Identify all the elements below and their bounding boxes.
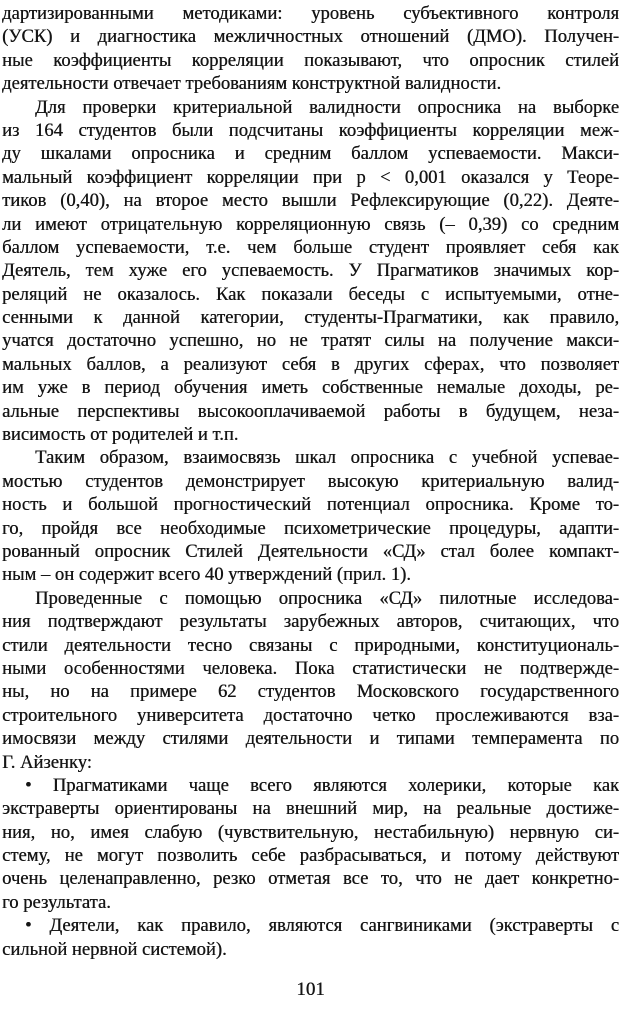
text-line: висимость от родителей и т.п.: [2, 424, 239, 446]
page-number: 101: [296, 979, 325, 1001]
text-line: баллом успеваемости, т.е. чем больше студент проявляет себя как: [2, 236, 619, 258]
text-line: реляций не оказалось. Как показали беседы с испытуемыми, отне-: [2, 283, 619, 305]
text-line: ные коэффициенты корреляции показывают, что опросник стилей: [2, 49, 619, 71]
page-text: [2, 2, 619, 961]
text-line: учатся достаточно успешно, но не тратят силы на получение макси-: [2, 330, 619, 352]
text-line: (УСК) и диагностика межличностных отношений (ДМО). Получен-: [2, 26, 619, 48]
text-line: мостью студентов демонстрирует высокую критериальную валид-: [2, 470, 619, 492]
text-line: мальный коэффициент корреляции при р < 0,001 оказался у Теоре-: [2, 166, 619, 188]
text-line: очень целенаправленно, резко отметая все то, что не дает конкретно-: [2, 868, 619, 890]
text-line: го, пройдя все необходимые психометрические процедуры, адапти-: [2, 517, 619, 539]
text-line: строительного университета достаточно четко прослеживаются вза-: [2, 704, 619, 726]
text-line: Проведенные с помощью опросника «СД» пилотные исследова-: [35, 587, 619, 609]
text-line: имосвязи между стилями деятельности и типами темперамента по: [2, 728, 619, 750]
text-line: дартизированными методиками: уровень субъективного контроля: [2, 3, 619, 24]
text-line: го результата.: [2, 891, 111, 913]
text-line: ду шкалами опросника и средним баллом успеваемости. Макси-: [2, 143, 619, 165]
text-line: стили деятельности тесно связаны с природными, конституциональ-: [2, 634, 619, 656]
text-line: экстраверты ориентированы на внешний мир, на реальные достиже-: [2, 798, 619, 820]
text-line: Деятель, тем хуже его успеваемость. У Прагматиков значимых кор-: [2, 260, 619, 282]
text-line: деятельности отвечает требованиям конструктной валидности.: [2, 73, 502, 95]
text-line: из 164 студентов были подсчитаны коэффициенты корреляции меж-: [2, 119, 619, 141]
text-line: стему, не могут позволить себе разбрасываться, и потому действуют: [2, 845, 619, 867]
text-line: им уже в период обучения иметь собственные немалые доходы, ре-: [2, 377, 619, 399]
text-line: рованный опросник Стилей Деятельности «СД» стал более компакт-: [2, 540, 619, 562]
text-line: ны, но на примере 62 студентов Московского государственного: [2, 681, 619, 703]
text-line: сенными к данной категории, студенты-Прагматики, как правило,: [2, 307, 619, 329]
text-line: Таким образом, взаимосвязь шкал опросника с учебной успевае-: [35, 447, 619, 469]
text-line: альные перспективы высокооплачиваемой работы в будущем, неза-: [2, 400, 619, 422]
text-line: • Прагматиками чаще всего являются холерики, которые как: [25, 774, 619, 796]
text-line: ния, но, имея слабую (чувствительную, нестабильную) нервную си-: [2, 821, 619, 843]
text-line: сильной нервной системой).: [2, 938, 227, 960]
text-line: ния подтверждают результаты зарубежных авторов, считающих, что: [2, 611, 619, 633]
text-line: ность и большой прогностический потенциал опросника. Кроме то-: [2, 494, 619, 516]
text-line: тиков (0,40), на второе место вышли Рефлексирующие (0,22). Деяте-: [2, 190, 619, 212]
text-line: Для проверки критериальной валидности опросника на выборке: [35, 96, 619, 118]
text-line: мальных баллов, а реализуют себя в других сферах, что позволяет: [2, 353, 619, 375]
text-line: ли имеют отрицательную корреляционную связь (– 0,39) со средним: [2, 213, 619, 235]
text-line: • Деятели, как правило, являются сангвиниками (экстраверты с: [25, 915, 619, 937]
text-line: ным – он содержит всего 40 утверждений (прил. 1).: [2, 564, 411, 586]
text-line: Г. Айзенку:: [2, 751, 92, 773]
text-line: ными особенностями человека. Пока статистически не подтвержде-: [2, 657, 619, 679]
